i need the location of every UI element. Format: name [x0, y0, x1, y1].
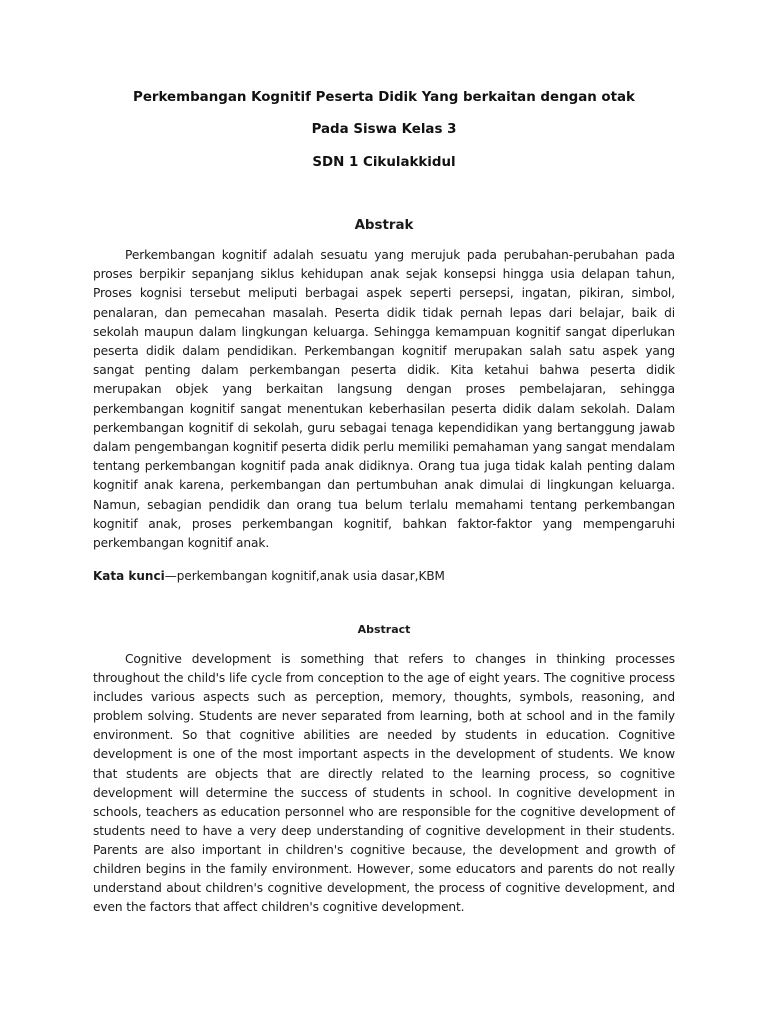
abstrak-paragraph: Perkembangan kognitif adalah sesuatu yang merujuk pada perubahan-perubahan pada proses berpikir sepanjang siklus kehidupan anak sejak konsepsi hingga usia delapan tahun, Proses kognisi tersebut meliputi berbagai aspek seperti persepsi, ingatan, pikiran, simbol, penalaran, dan pemecahan masalah. Peserta didik tidak pernah lepas dari belajar, baik di sekolah maupun dalam lingkungan keluarga. Sehingga kemampuan kognitif sangat diperlukan peserta didik dalam pendidikan. Perkembangan kognitif merupakan salah satu aspek yang sangat penting dalam perkembangan peserta didik. Kita ketahui bahwa peserta didik merupakan objek yang berkaitan langsung dengan proses pembelajaran, sehingga perkembangan kognitif sangat menentukan keberhasilan peserta didik dalam sekolah. Dalam perkembangan kognitif di sekolah, guru sebagai tenaga kependidikan yang bertanggung jawab dalam pengembangan kognitif peserta didik perlu memiliki pemahaman yang sangat mendalam tentang perkembangan kognitif pada anak didiknya. Orang tua juga tidak kalah penting dalam kognitif anak karena, perkembangan dan pertumbuhan anak dimulai di lingkungan keluarga. Namun, sebagian pendidik dan orang tua belum terlalu memahami tentang perkembangan kognitif anak, proses perkembangan kognitif, bahkan faktor-faktor yang mempengaruhi perkembangan kognitif anak.: [93, 248, 675, 551]
document-subtitle-school: SDN 1 Cikulakkidul: [312, 155, 456, 170]
document-title: Perkembangan Kognitif Peserta Didik Yang berkaitan dengan otak: [133, 90, 635, 105]
keywords-line: [93, 567, 675, 585]
keywords-label: Kata kunci: [93, 569, 165, 583]
abstract-heading: Abstract: [357, 623, 411, 636]
document-subtitle-class: Pada Siswa Kelas 3: [311, 122, 457, 137]
keywords-text: —perkembangan kognitif,anak usia dasar,KBM: [164, 569, 445, 583]
abstrak-heading: Abstrak: [354, 218, 414, 233]
abstract-paragraph: Cognitive development is something that refers to changes in thinking processes throughout the child's life cycle from conception to the age of eight years. The cognitive process includes various aspects such as perception, memory, thoughts, symbols, reasoning, and problem solving. Students are never separated from learning, both at school and in the family environment. So that cognitive abilities are needed by students in education. Cognitive development is one of the most important aspects in the development of students. We know that students are objects that are directly related to the learning process, so cognitive development will determine the success of students in school. In cognitive development in schools, teachers as education personnel who are responsible for the cognitive development of students need to have a very deep understanding of cognitive development in their students. Parents are also important in children's cognitive because, the development and growth of children begins in the family environment. However, some educators and parents do not really understand about children's cognitive development, the process of cognitive development, and even the factors that affect children's cognitive development.: [93, 652, 675, 915]
